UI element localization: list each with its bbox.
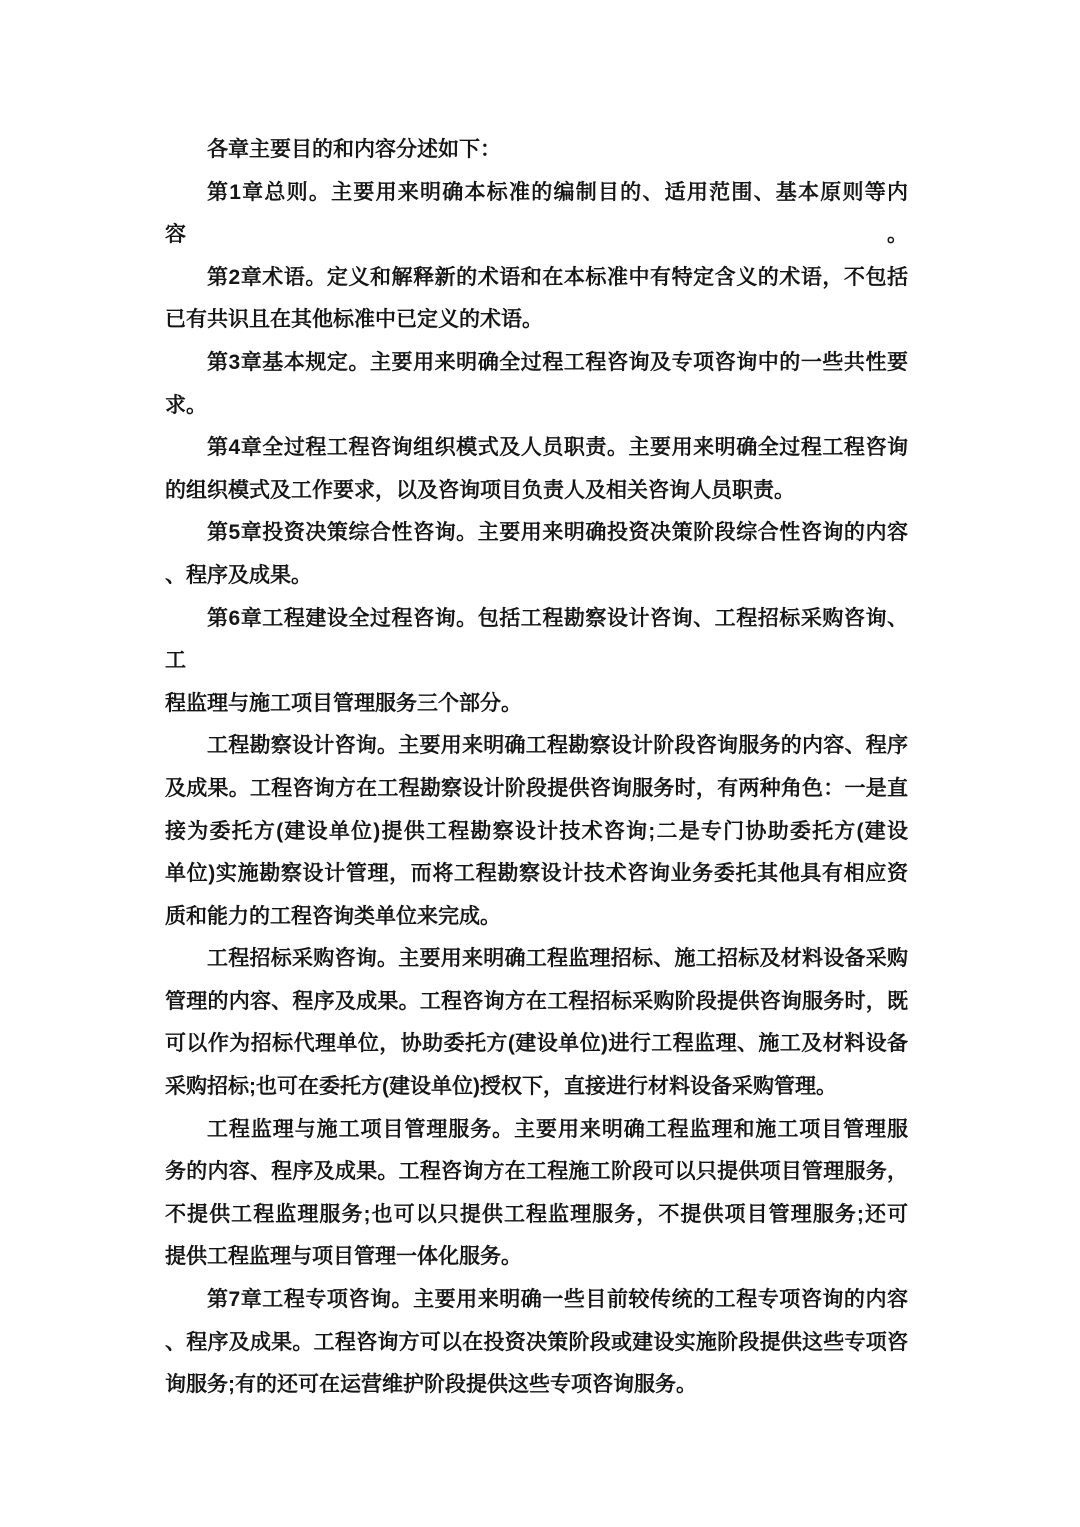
text-line: 第5章投资决策综合性咨询。主要用来明确投资决策阶段综合性咨询的内容	[207, 521, 908, 545]
paragraph-chapter-5	[165, 512, 908, 597]
paragraph-chapter-7	[165, 1279, 908, 1407]
text-line: 第2章术语。定义和解释新的术语和在本标准中有特定含义的术语，不包括	[207, 265, 908, 289]
text-line: 已有共识且在其他标准中已定义的术语。	[165, 308, 543, 332]
text-line: 第4章全过程工程咨询组织模式及人员职责。主要用来明确全过程工程咨询	[207, 436, 908, 460]
text-line: 的组织模式及工作要求，以及咨询项目负责人及相关咨询人员职责。	[165, 478, 795, 502]
paragraph-bidding-procurement-consulting	[165, 938, 908, 1108]
text-line: 各章主要目的和内容分述如下：	[207, 138, 501, 161]
text-line: 工程招标采购咨询。主要用来明确工程监理招标、施工招标及材料设备采购	[207, 947, 908, 971]
document-body	[165, 129, 908, 1407]
text-line: 求。	[165, 393, 207, 417]
text-line: 第7章工程专项咨询。主要用来明确一些目前较传统的工程专项咨询的内容	[207, 1288, 908, 1312]
text-line: 、程序及成果。工程咨询方可以在投资决策阶段或建设实施阶段提供这些专项咨	[165, 1330, 908, 1354]
text-line: 提供工程监理与项目管理一体化服务。	[165, 1245, 522, 1269]
text-line: 第6章工程建设全过程咨询。包括工程勘察设计咨询、工程招标采购咨询、工	[165, 606, 908, 673]
paragraph-chapter-3	[165, 342, 908, 427]
text-line: 工程勘察设计咨询。主要用来明确工程勘察设计阶段咨询服务的内容、程序	[207, 734, 908, 758]
text-line: 可以作为招标代理单位，协助委托方(建设单位)进行工程监理、施工及材料设备	[165, 1032, 908, 1056]
paragraph-chapter-6	[165, 598, 908, 726]
paragraph-intro	[165, 129, 908, 172]
text-line: 第1章总则。主要用来明确本标准的编制目的、适用范围、基本原则等内容。	[165, 180, 908, 247]
paragraph-chapter-1	[165, 172, 908, 257]
text-line: 询服务;有的还可在运营维护阶段提供这些专项咨询服务。	[165, 1373, 697, 1397]
paragraph-supervision-management-services	[165, 1109, 908, 1279]
text-line: 、程序及成果。	[165, 563, 312, 587]
text-line: 接为委托方(建设单位)提供工程勘察设计技术咨询;二是专门协助委托方(建设	[165, 819, 908, 843]
text-line: 质和能力的工程咨询类单位来完成。	[165, 904, 501, 928]
text-line: 第3章基本规定。主要用来明确全过程工程咨询及专项咨询中的一些共性要	[207, 350, 908, 374]
paragraph-survey-design-consulting	[165, 725, 908, 938]
paragraph-chapter-4	[165, 427, 908, 512]
text-line: 程监理与施工项目管理服务三个部分。	[165, 691, 522, 715]
text-line: 采购招标;也可在委托方(建设单位)授权下，直接进行材料设备采购管理。	[165, 1075, 837, 1099]
text-line: 不提供工程监理服务;也可以只提供工程监理服务，不提供项目管理服务;还可	[165, 1202, 908, 1226]
text-line: 工程监理与施工项目管理服务。主要用来明确工程监理和施工项目管理服	[207, 1117, 908, 1141]
text-line: 单位)实施勘察设计管理，而将工程勘察设计技术咨询业务委托其他具有相应资	[165, 862, 908, 886]
paragraph-chapter-2	[165, 257, 908, 342]
text-line: 管理的内容、程序及成果。工程咨询方在工程招标采购阶段提供咨询服务时，既	[165, 989, 908, 1013]
text-line: 及成果。工程咨询方在工程勘察设计阶段提供咨询服务时，有两种角色：一是直	[165, 776, 908, 800]
text-line: 务的内容、程序及成果。工程咨询方在工程施工阶段可以只提供项目管理服务，	[165, 1160, 908, 1184]
